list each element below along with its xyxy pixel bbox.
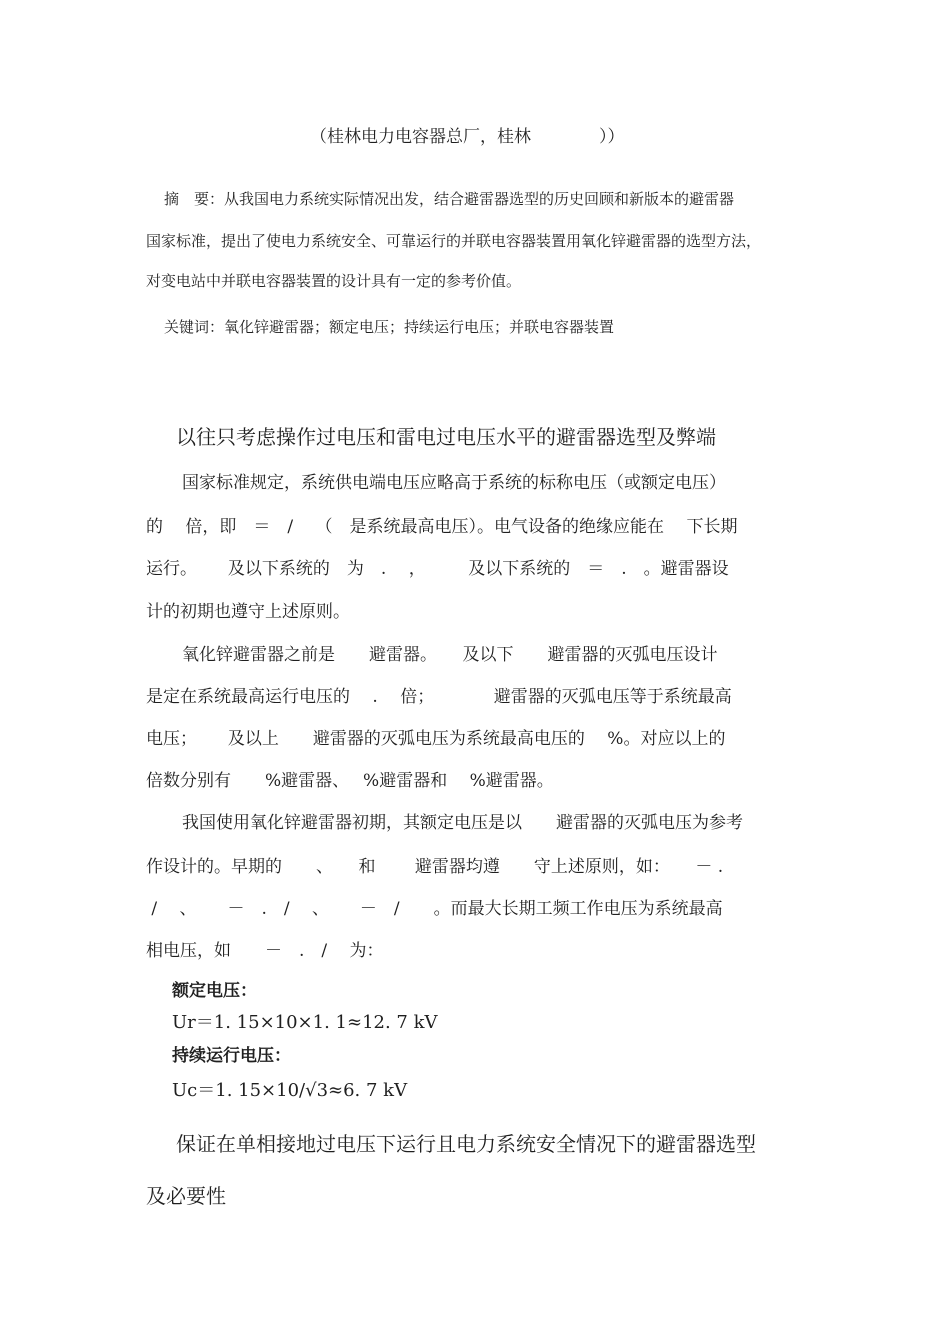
paragraph-1-line-3: 运行。 及以下系统的 为 . ， 及以下系统的 ＝ . 。避雷器设 [146,559,729,579]
paragraph-3-line-4: 相电压，如 － . / 为： [146,941,384,961]
abstract-line-3: 对变电站中并联电容器装置的设计具有一定的参考价值。 [146,272,522,290]
paragraph-1-line-2: 的 倍，即 ＝ / （ 是系统最高电压）。电气设备的绝缘应能在 下长期 [146,517,738,537]
abstract-line-2: 国家标准，提出了使电力系统安全、可靠运行的并联电容器装置用氧化锌避雷器的选型方法， [146,232,762,250]
paragraph-3-line-1: 我国使用氧化锌避雷器初期，其额定电压是以 避雷器的灭弧电压为参考 [182,813,743,833]
paragraph-1-line-1: 国家标准规定，系统供电端电压应略高于系统的标称电压（或额定电压） [182,473,726,493]
paragraph-1-line-4: 计的初期也遵守上述原则。 [146,602,350,622]
author-affiliation: （桂林电力电容器总厂，桂林 ）） [310,127,625,147]
paragraph-2-line-1: 氧化锌避雷器之前是 避雷器。 及以下 避雷器的灭弧电压设计 [182,645,718,665]
continuous-voltage-label: 持续运行电压： [172,1046,291,1066]
section-heading-2-line-1: 保证在单相接地过电压下运行且电力系统安全情况下的避雷器选型 [176,1132,756,1156]
rated-voltage-equation: Ur＝1. 15×10×1. 1≈12. 7 kV [172,1012,438,1033]
rated-voltage-label: 额定电压： [172,981,257,1001]
keywords: 关键词：氧化锌避雷器；额定电压；持续运行电压；并联电容器装置 [164,318,615,336]
paragraph-3-line-3: / 、 － . / 、 － / 。而最大长期工频工作电压为系统最高 [146,899,723,919]
paragraph-2-line-3: 电压； 及以上 避雷器的灭弧电压为系统最高电压的 %。对应以上的 [146,729,726,749]
paragraph-2-line-4: 倍数分别有 %避雷器、 %避雷器和 %避雷器。 [146,771,554,791]
section-heading-1: 以往只考虑操作过电压和雷电过电压水平的避雷器选型及弊端 [176,425,716,449]
section-heading-2-line-2: 及必要性 [146,1184,226,1208]
continuous-voltage-equation: Uc＝1. 15×10/√3≈6. 7 kV [172,1080,408,1101]
paragraph-3-line-2: 作设计的。早期的 、 和 避雷器均遵 守上述原则，如： － . [146,857,724,877]
abstract-line-1: 摘 要：从我国电力系统实际情况出发，结合避雷器选型的历史回顾和新版本的避雷器 [164,190,735,208]
paragraph-2-line-2: 是定在系统最高运行电压的 . 倍； 避雷器的灭弧电压等于系统最高 [146,687,732,707]
